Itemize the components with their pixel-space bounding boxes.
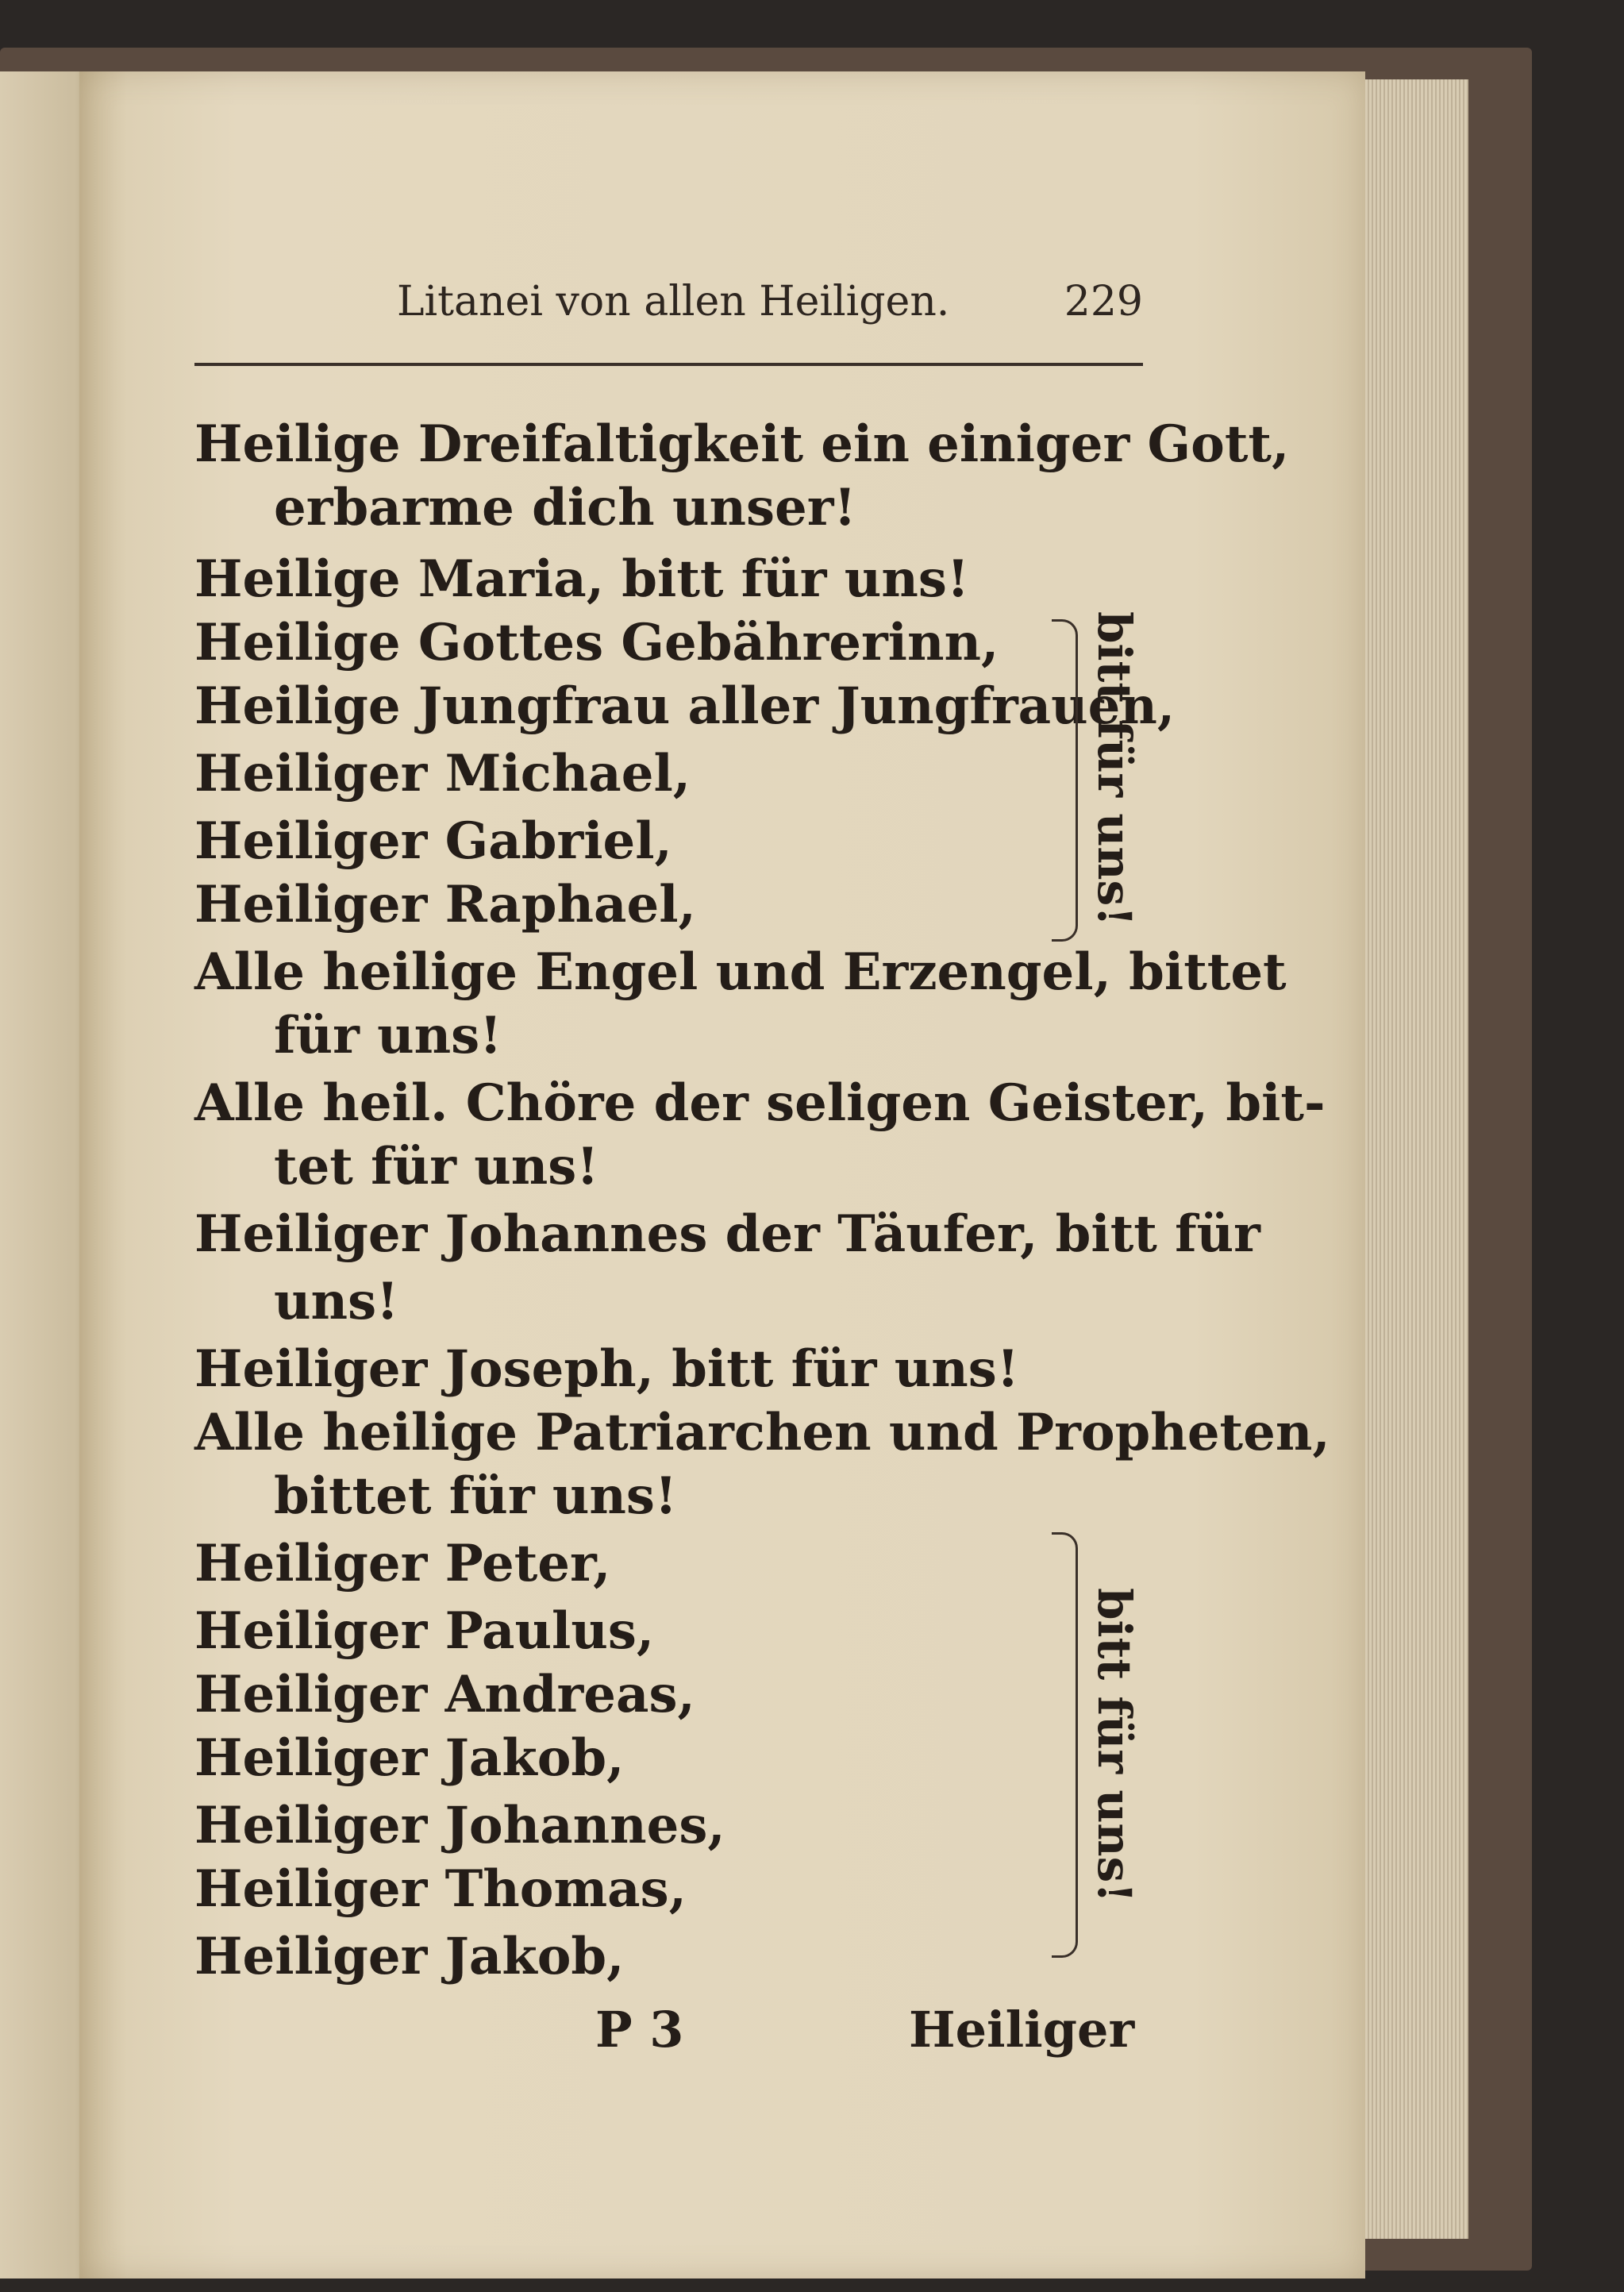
brace-group-1 xyxy=(1052,619,1078,942)
text-line: Heiliger Paulus, xyxy=(194,1601,655,1661)
page-number: 229 xyxy=(1064,278,1143,326)
text-line: Alle heilige Patriarchen und Propheten, xyxy=(194,1403,1330,1462)
text-line: Heiliger Gabriel, xyxy=(194,811,672,871)
text-line: Heilige Dreifaltigkeit ein einiger Gott, xyxy=(194,414,1290,474)
text-line: Heiliger Jakob, xyxy=(194,1728,625,1788)
text-line: für uns! xyxy=(274,1006,502,1065)
text-line: tet für uns! xyxy=(274,1137,599,1196)
text-line: Alle heil. Chöre der seligen Geister, bit- xyxy=(194,1073,1326,1133)
signature-mark: P 3 xyxy=(595,2001,684,2059)
text-line: Heiliger Raphael, xyxy=(194,875,696,934)
side-label-2: bitt für uns! xyxy=(1087,1588,1141,1903)
text-line: Heiliger Joseph, bitt für uns! xyxy=(194,1339,1019,1399)
text-line: Heiliger Johannes, xyxy=(194,1796,725,1855)
header-rule xyxy=(194,363,1143,366)
page-header xyxy=(397,278,1143,341)
text-line: Heiliger Andreas, xyxy=(194,1665,695,1724)
text-line: Heilige Gottes Gebährerinn, xyxy=(194,613,999,672)
catchword: Heiliger xyxy=(909,2001,1135,2059)
text-line: bittet für uns! xyxy=(274,1466,677,1526)
text-line: Alle heilige Engel und Erzengel, bittet xyxy=(194,942,1287,1002)
side-label-1: bitt für uns! xyxy=(1087,611,1141,926)
text-line: Heilige Jungfrau aller Jungfrauen, xyxy=(194,676,1176,736)
text-line: Heiliger Jakob, xyxy=(194,1927,625,1986)
text-line: uns! xyxy=(274,1272,399,1331)
running-title: Litanei von allen Heiligen. xyxy=(397,278,950,326)
text-line: Heiliger Johannes der Täufer, bitt für xyxy=(194,1204,1260,1264)
text-line: Heiliger Michael, xyxy=(194,744,691,803)
text-line: Heiliger Peter, xyxy=(194,1534,611,1593)
text-line: Heilige Maria, bitt für uns! xyxy=(194,549,969,609)
text-line: erbarme dich unser! xyxy=(274,478,856,537)
brace-group-2 xyxy=(1052,1532,1078,1958)
text-line: Heiliger Thomas, xyxy=(194,1859,687,1919)
page-edges xyxy=(1349,79,1468,2239)
